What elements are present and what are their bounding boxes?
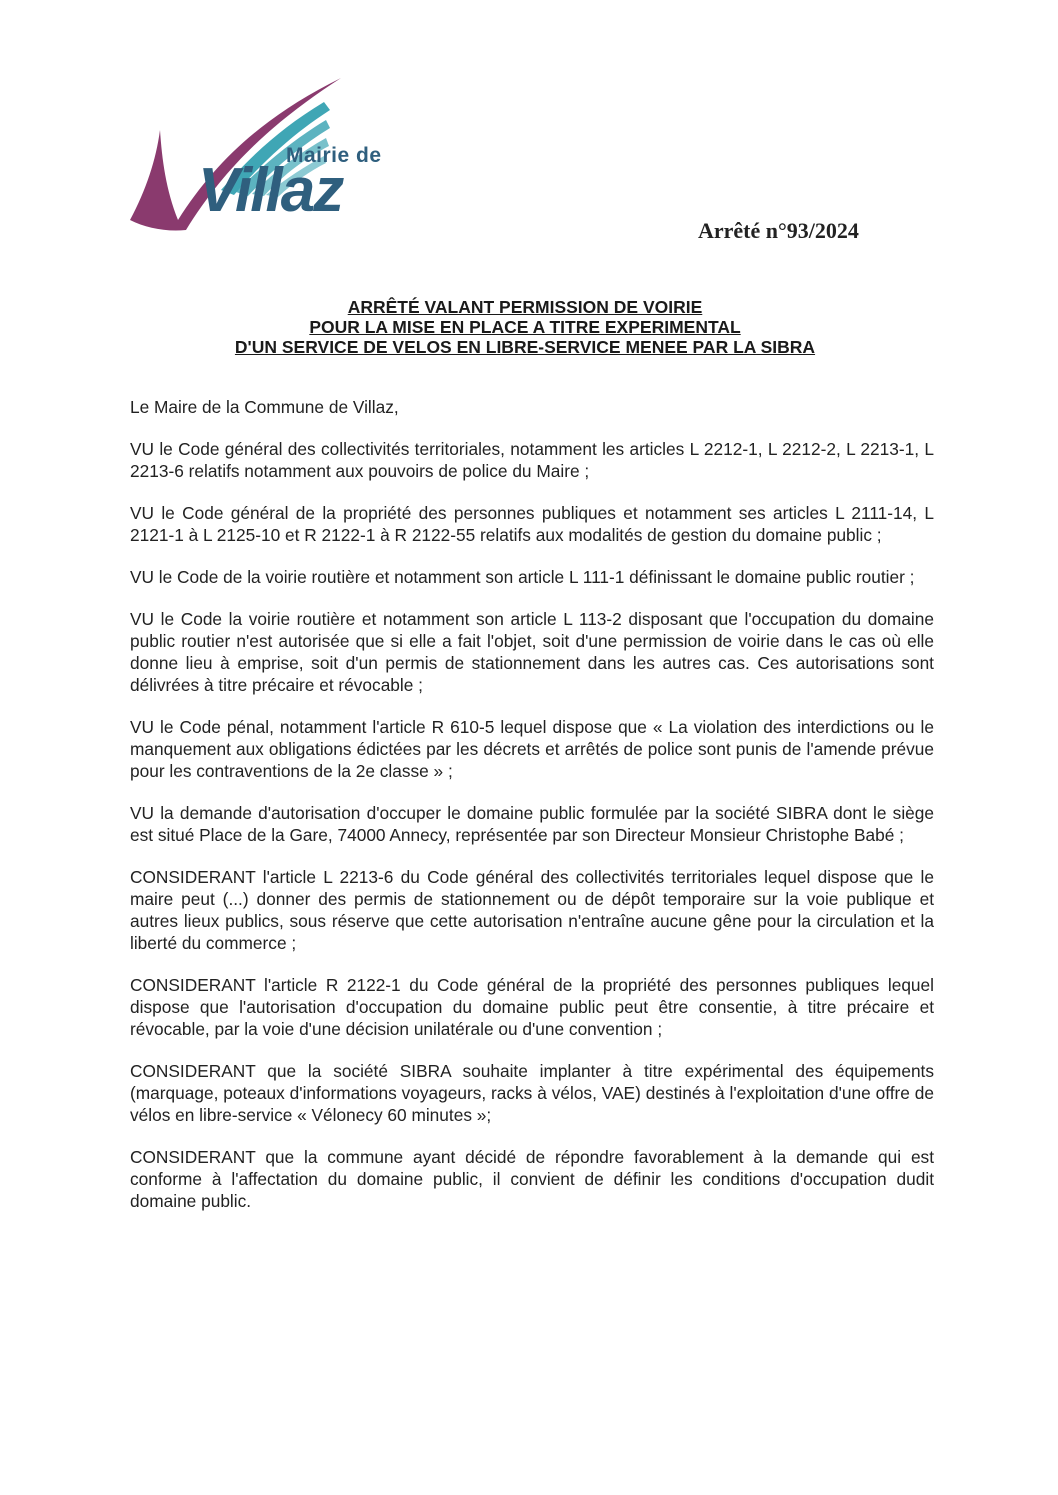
logo-text-small: Mairie de (286, 144, 382, 167)
paragraph: CONSIDERANT que la société SIBRA souhaite implanter à titre expérimental des équipements (marquage, poteaux d'informations voyageurs, racks à vélos, VAE) destinés à l'exploitation d'une offre de vélos en libre-service « Vélonecy 60 minutes »; (130, 1061, 934, 1125)
document-title (160, 297, 890, 357)
arrete-number: Arrêté n°93/2024 (698, 218, 859, 243)
paragraph: VU la demande d'autorisation d'occuper le domaine public formulée par la société SIBRA dont le siège est situé Place de la Gare, 74000 Annecy, représentée par son Directeur Monsieur Christophe Babé ; (130, 803, 934, 845)
paragraph: Le Maire de la Commune de Villaz, (130, 397, 399, 417)
paragraph: VU le Code général des collectivités territoriales, notamment les articles L 2212-1, L 2212-2, L 2213-1, L 2213-6 relatifs notamment aux pouvoirs de police du Maire ; (130, 439, 934, 481)
logo-text-big: Villaz (198, 156, 343, 225)
paragraph: CONSIDERANT l'article L 2213-6 du Code général des collectivités territoriales lequel dispose que le maire peut (...) donner des permis de stationnement ou de dépôt temporaire sur la voie publique et autres lieux publics, sous réserve que cette autorisation n'entraîne aucune gêne pour la circulation et la liberté du commerce ; (130, 867, 934, 953)
paragraph: VU le Code général de la propriété des personnes publiques et notamment ses articles L 2111-14, L 2121-1 à L 2125-10 et R 2122-1 à R 2122-55 relatifs aux modalités de gestion du domaine public ; (130, 503, 934, 545)
title-line-3: D'UN SERVICE DE VELOS EN LIBRE-SERVICE MENEE PAR LA SIBRA (234, 337, 816, 357)
paragraph: CONSIDERANT l'article R 2122-1 du Code général de la propriété des personnes publiques lequel dispose que l'autorisation d'occupation du domaine public peut être consentie, à titre précaire et révocable, par la voie d'une décision unilatérale ou d'une convention ; (130, 975, 934, 1039)
paragraph: VU le Code pénal, notamment l'article R 610-5 lequel dispose que « La violation des interdictions ou le manquement aux obligations édictées par les décrets et arrêtés de police sont punis de l'amende prévue pour les contraventions de la 2e classe » ; (130, 717, 934, 781)
paragraph: VU le Code de la voirie routière et notamment son article L 111-1 définissant le domaine public routier ; (130, 567, 915, 587)
mairie-logo (126, 70, 416, 240)
title-line-2: POUR LA MISE EN PLACE A TITRE EXPERIMENTAL (309, 317, 741, 337)
title-line-1: ARRÊTÉ VALANT PERMISSION DE VOIRIE (347, 297, 703, 317)
paragraph: VU le Code la voirie routière et notamment son article L 113-2 disposant que l'occupation du domaine public routier n'est autorisée que si elle a fait l'objet, soit d'une permission de voirie dans le cas où elle donne lieu à emprise, soit d'un permis de stationnement dans les autres cas. Ces autorisations sont délivrées à titre précaire et révocable ; (130, 609, 934, 695)
document-body (130, 396, 934, 1232)
paragraph: CONSIDERANT que la commune ayant décidé de répondre favorablement à la demande qui est conforme à l'affectation du domaine public, il convient de définir les conditions d'occupation dudit domaine public. (130, 1147, 934, 1211)
